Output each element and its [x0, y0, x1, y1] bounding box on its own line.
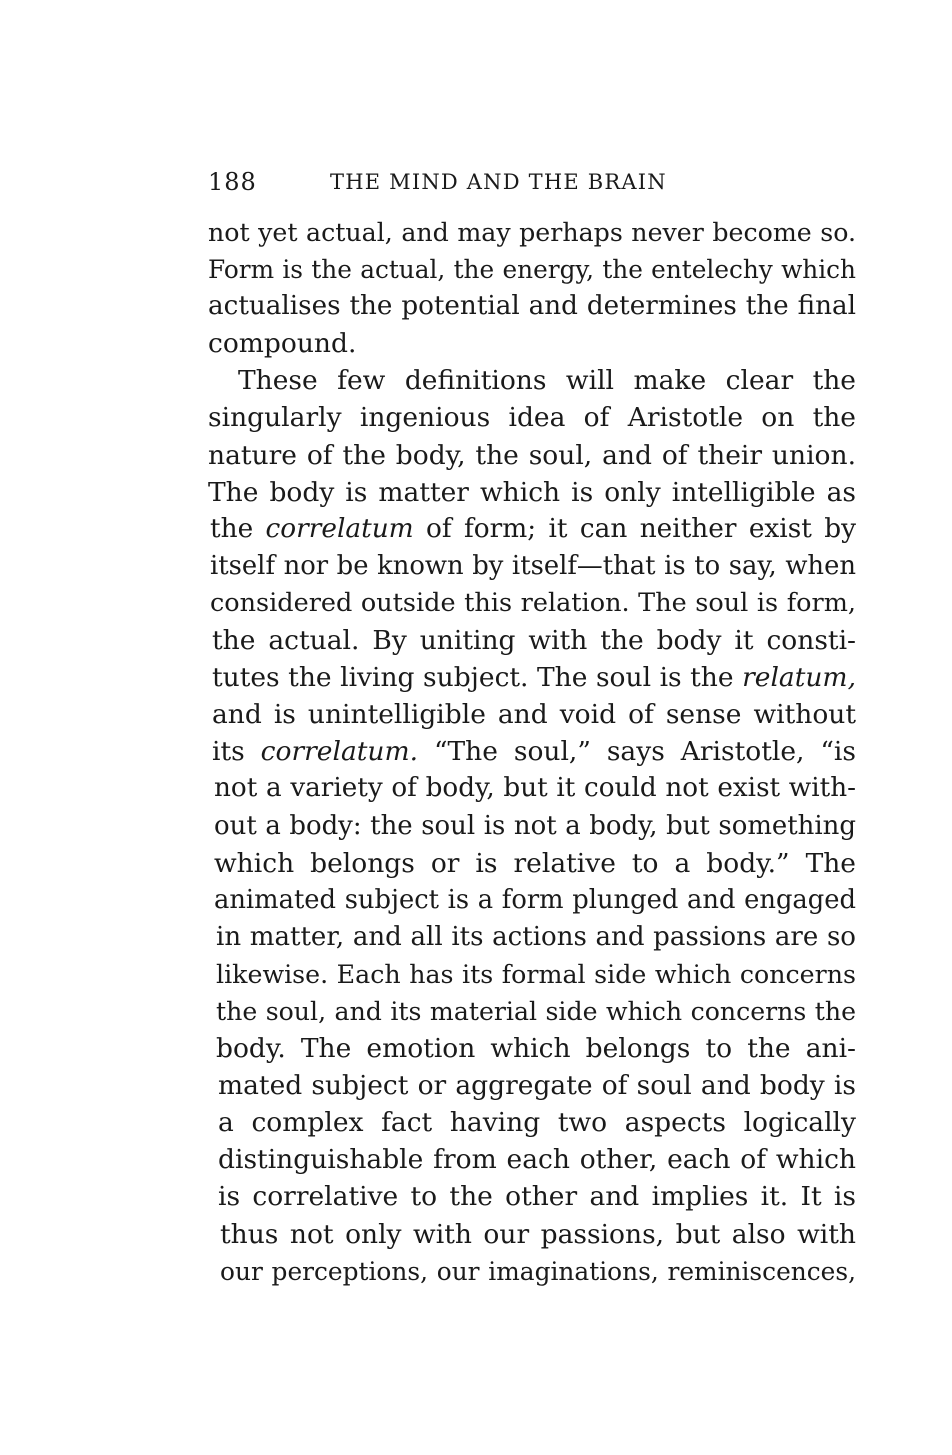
- text-line: not a variety of body, but it could not exist with-: [214, 773, 856, 804]
- text-line: mated subject or aggregate of soul and body is: [218, 1070, 856, 1102]
- paragraph-2: [208, 362, 856, 1289]
- text-line: distinguishable from each other, each of which: [218, 1144, 856, 1176]
- text-line: and is unintelligible and void of sense without: [212, 699, 856, 731]
- text-line: not yet actual, and may perhaps never become so.: [208, 218, 856, 247]
- text-line: animated subject is a form plunged and engaged: [214, 884, 856, 915]
- page-header: [208, 168, 728, 202]
- text-line: compound.: [208, 328, 357, 360]
- text-line: our perceptions, our imaginations, reminiscences,: [220, 1256, 856, 1286]
- text-line: which belongs or is relative to a body.” The: [214, 847, 856, 879]
- text-line: singularly ingenious idea of Aristotle on the: [208, 402, 856, 434]
- italic-term: correlatum.: [260, 736, 419, 768]
- text-line: Form is the actual, the energy, the entelechy which: [208, 255, 856, 285]
- text-line: likewise. Each has its formal side which concerns: [216, 959, 856, 989]
- text-line: the actual. By uniting with the body it consti-: [212, 625, 856, 657]
- text-line: in matter, and all its actions and passions are so: [216, 921, 856, 952]
- text-line: The body is matter which is only intelligible as: [208, 476, 856, 508]
- text-line: considered outside this relation. The soul is form,: [210, 587, 856, 618]
- paragraph-1: [208, 214, 856, 362]
- text-line: actualises the potential and determines the final: [208, 291, 856, 322]
- italic-term: relatum,: [742, 662, 856, 694]
- text-line: thus not only with our passions, but also with: [220, 1218, 856, 1250]
- page-number: 188: [208, 168, 257, 196]
- text-line: the correlatum of form; it can neither exist by: [210, 513, 856, 544]
- text-line: These few definitions will make clear the: [238, 365, 856, 397]
- italic-term: correlatum: [265, 513, 414, 544]
- running-title: THE MIND AND THE BRAIN: [330, 170, 667, 194]
- text-line: is correlative to the other and implies it. It is: [218, 1181, 856, 1213]
- text-line: tutes the living subject. The soul is the relatum,: [212, 662, 856, 694]
- text-line: its correlatum. “The soul,” says Aristotle, “is: [212, 736, 856, 768]
- text-line: itself nor be known by itself—that is to say, when: [210, 550, 856, 581]
- text-line: out a body: the soul is not a body, but something: [214, 810, 856, 841]
- text-line: body. The emotion which belongs to the ani-: [216, 1033, 856, 1065]
- text-line: nature of the body, the soul, and of their union.: [208, 439, 856, 471]
- text-line: a complex fact having two aspects logically: [218, 1107, 856, 1139]
- body-text: [208, 214, 856, 1290]
- text-line: the soul, and its material side which concerns the: [216, 996, 856, 1026]
